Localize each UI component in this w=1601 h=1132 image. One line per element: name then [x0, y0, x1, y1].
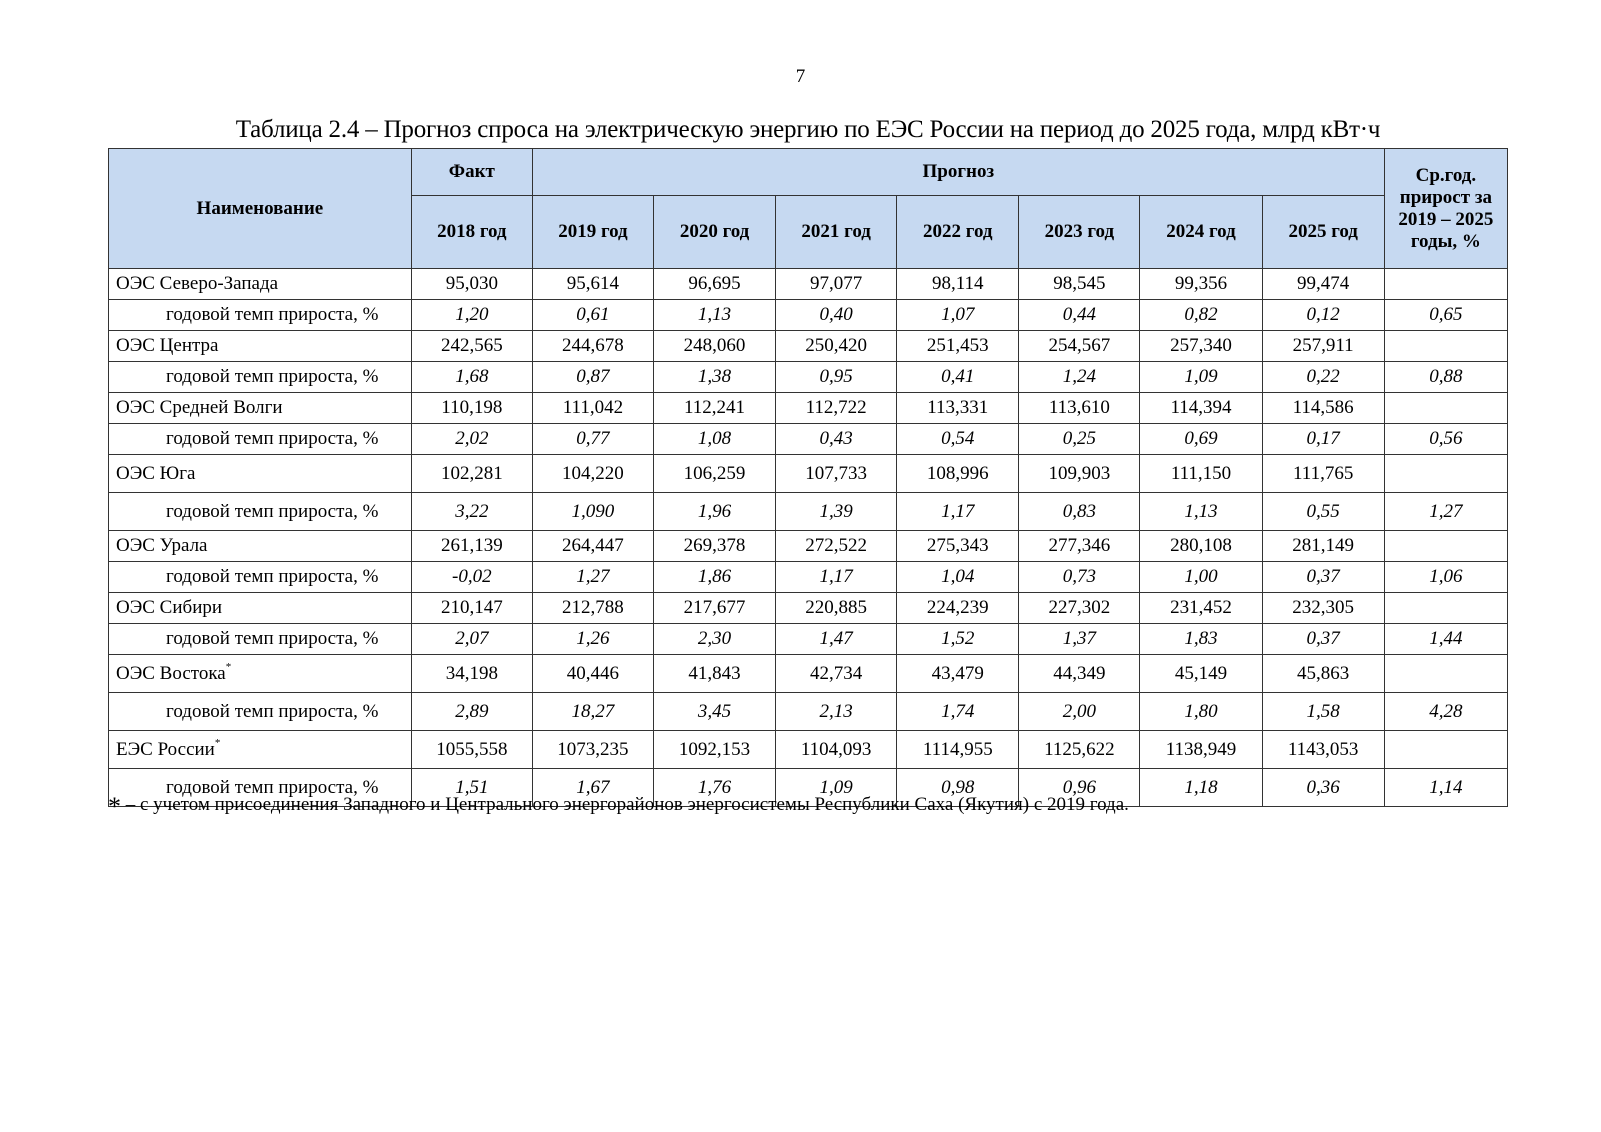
row-name — [109, 269, 412, 300]
header-year: 2025 год — [1262, 196, 1384, 269]
value-cell: 212,788 — [532, 593, 653, 624]
growth-cell: 1,27 — [1384, 493, 1507, 531]
value-cell: 1,20 — [411, 300, 532, 331]
row-name — [109, 624, 412, 655]
value-cell: 44,349 — [1019, 655, 1140, 693]
value-cell: 2,89 — [411, 693, 532, 731]
value-cell: 1,17 — [897, 493, 1019, 531]
value-cell: 95,030 — [411, 269, 532, 300]
value-cell: 113,610 — [1019, 393, 1140, 424]
growth-rate-row — [109, 362, 1508, 393]
growth-rate-row — [109, 693, 1508, 731]
row-name-label: годовой темп прироста, % — [166, 566, 379, 587]
growth-cell — [1384, 269, 1507, 300]
value-cell: 231,452 — [1140, 593, 1262, 624]
growth-cell — [1384, 655, 1507, 693]
row-name-label: годовой темп прироста, % — [166, 776, 379, 798]
footnote-marker: * — [225, 660, 232, 673]
value-cell: 264,447 — [532, 531, 653, 562]
value-cell: 41,843 — [653, 655, 775, 693]
value-cell: 0,22 — [1262, 362, 1384, 393]
value-cell: 269,378 — [653, 531, 775, 562]
value-cell: 114,394 — [1140, 393, 1262, 424]
row-name — [109, 531, 412, 562]
header-year: 2020 год — [653, 196, 775, 269]
growth-rate-row — [109, 300, 1508, 331]
header-year: 2022 год — [897, 196, 1019, 269]
value-cell: 99,474 — [1262, 269, 1384, 300]
value-cell: 1,27 — [532, 562, 653, 593]
value-cell: 0,96 — [1019, 769, 1140, 807]
value-cell: 1,09 — [1140, 362, 1262, 393]
value-cell: 2,00 — [1019, 693, 1140, 731]
value-cell: 1073,235 — [532, 731, 653, 769]
row-name — [109, 693, 412, 731]
header-year: 2018 год — [411, 196, 532, 269]
value-cell: 1104,093 — [776, 731, 897, 769]
value-cell: 242,565 — [411, 331, 532, 362]
value-cell: 1,67 — [532, 769, 653, 807]
value-cell: 0,40 — [776, 300, 897, 331]
row-name-label: годовой темп прироста, % — [166, 700, 379, 722]
value-cell: 3,22 — [411, 493, 532, 531]
value-cell: 113,331 — [897, 393, 1019, 424]
energy-system-row — [109, 655, 1508, 693]
value-cell: 107,733 — [776, 455, 897, 493]
row-name-label: ОЭС Юга — [116, 462, 196, 484]
growth-cell — [1384, 531, 1507, 562]
value-cell: 0,25 — [1019, 424, 1140, 455]
value-cell: 102,281 — [411, 455, 532, 493]
row-name — [109, 362, 412, 393]
value-cell: 0,12 — [1262, 300, 1384, 331]
growth-rate-row — [109, 493, 1508, 531]
value-cell: 0,41 — [897, 362, 1019, 393]
footnote-star: * — [108, 792, 121, 821]
row-name — [109, 593, 412, 624]
growth-cell: 0,56 — [1384, 424, 1507, 455]
value-cell: 2,02 — [411, 424, 532, 455]
header-growth: Ср.год. прирост за 2019 – 2025 годы, % — [1384, 149, 1507, 269]
value-cell: 0,98 — [897, 769, 1019, 807]
forecast-table — [108, 148, 1508, 807]
value-cell: 244,678 — [532, 331, 653, 362]
value-cell: 1,74 — [897, 693, 1019, 731]
row-name — [109, 300, 412, 331]
energy-system-row — [109, 531, 1508, 562]
value-cell: 98,545 — [1019, 269, 1140, 300]
growth-cell — [1384, 393, 1507, 424]
energy-system-row — [109, 731, 1508, 769]
value-cell: 111,150 — [1140, 455, 1262, 493]
value-cell: 1,37 — [1019, 624, 1140, 655]
value-cell: 98,114 — [897, 269, 1019, 300]
value-cell: 1,24 — [1019, 362, 1140, 393]
row-name-label: годовой темп прироста, % — [166, 500, 379, 522]
value-cell: -0,02 — [411, 562, 532, 593]
value-cell: 3,45 — [653, 693, 775, 731]
row-name-label: годовой темп прироста, % — [166, 304, 379, 325]
energy-system-row — [109, 331, 1508, 362]
value-cell: 272,522 — [776, 531, 897, 562]
value-cell: 1,13 — [653, 300, 775, 331]
footnote-marker: * — [214, 736, 221, 749]
growth-cell — [1384, 593, 1507, 624]
value-cell: 111,042 — [532, 393, 653, 424]
value-cell: 227,302 — [1019, 593, 1140, 624]
value-cell: 257,911 — [1262, 331, 1384, 362]
value-cell: 112,241 — [653, 393, 775, 424]
growth-cell: 1,44 — [1384, 624, 1507, 655]
value-cell: 114,586 — [1262, 393, 1384, 424]
energy-system-row — [109, 393, 1508, 424]
growth-cell: 0,65 — [1384, 300, 1507, 331]
value-cell: 1,26 — [532, 624, 653, 655]
value-cell: 1,80 — [1140, 693, 1262, 731]
row-name-label: ОЭС Сибири — [116, 597, 223, 618]
growth-cell — [1384, 455, 1507, 493]
value-cell: 0,55 — [1262, 493, 1384, 531]
value-cell: 1,76 — [653, 769, 775, 807]
growth-cell: 4,28 — [1384, 693, 1507, 731]
header-year: 2023 год — [1019, 196, 1140, 269]
value-cell: 1,52 — [897, 624, 1019, 655]
value-cell: 0,37 — [1262, 562, 1384, 593]
value-cell: 217,677 — [653, 593, 775, 624]
growth-cell — [1384, 731, 1507, 769]
value-cell: 1,07 — [897, 300, 1019, 331]
header-year: 2021 год — [776, 196, 897, 269]
footnote — [108, 792, 1129, 822]
row-name — [109, 655, 412, 693]
value-cell: 1,83 — [1140, 624, 1262, 655]
value-cell: 0,61 — [532, 300, 653, 331]
value-cell: 277,346 — [1019, 531, 1140, 562]
value-cell: 1125,622 — [1019, 731, 1140, 769]
value-cell: 34,198 — [411, 655, 532, 693]
value-cell: 0,77 — [532, 424, 653, 455]
row-name — [109, 393, 412, 424]
table-caption: Таблица 2.4 – Прогноз спроса на электрическую энергию по ЕЭС России на период до 2025 года, млрд кВт·ч — [235, 116, 1381, 143]
value-cell: 275,343 — [897, 531, 1019, 562]
header-name: Наименование — [109, 149, 412, 269]
row-name-label: ОЭС Средней Волги — [116, 397, 283, 418]
row-name-label: ОЭС Востока — [116, 662, 226, 684]
row-name-label: годовой темп прироста, % — [166, 428, 379, 449]
value-cell: 1,04 — [897, 562, 1019, 593]
value-cell: 0,44 — [1019, 300, 1140, 331]
value-cell: 220,885 — [776, 593, 897, 624]
value-cell: 0,17 — [1262, 424, 1384, 455]
value-cell: 40,446 — [532, 655, 653, 693]
value-cell: 1,38 — [653, 362, 775, 393]
growth-cell: 1,06 — [1384, 562, 1507, 593]
value-cell: 224,239 — [897, 593, 1019, 624]
page-number: 7 — [795, 66, 806, 87]
value-cell: 1,08 — [653, 424, 775, 455]
value-cell: 232,305 — [1262, 593, 1384, 624]
growth-rate-row — [109, 624, 1508, 655]
value-cell: 257,340 — [1140, 331, 1262, 362]
value-cell: 0,73 — [1019, 562, 1140, 593]
energy-system-row — [109, 593, 1508, 624]
growth-cell: 0,88 — [1384, 362, 1507, 393]
value-cell: 1,68 — [411, 362, 532, 393]
row-name — [109, 424, 412, 455]
value-cell: 1,090 — [532, 493, 653, 531]
value-cell: 1143,053 — [1262, 731, 1384, 769]
row-name-label: годовой темп прироста, % — [166, 366, 379, 387]
value-cell: 111,765 — [1262, 455, 1384, 493]
growth-cell: 1,14 — [1384, 769, 1507, 807]
value-cell: 1092,153 — [653, 731, 775, 769]
value-cell: 2,13 — [776, 693, 897, 731]
value-cell: 0,54 — [897, 424, 1019, 455]
value-cell: 250,420 — [776, 331, 897, 362]
value-cell: 1,58 — [1262, 693, 1384, 731]
row-name — [109, 731, 412, 769]
header-year: 2024 год — [1140, 196, 1262, 269]
value-cell: 1,86 — [653, 562, 775, 593]
value-cell: 1,96 — [653, 493, 775, 531]
row-name — [109, 562, 412, 593]
value-cell: 1,09 — [776, 769, 897, 807]
header-forecast: Прогноз — [532, 149, 1384, 196]
row-name — [109, 455, 412, 493]
footnote-text: – с учетом присоединения Западного и Центрального энергорайонов энергосистемы Республики Саха (Якутия) с 2019 года. — [121, 794, 1129, 815]
value-cell: 280,108 — [1140, 531, 1262, 562]
value-cell: 0,87 — [532, 362, 653, 393]
row-name-label: ОЭС Урала — [116, 535, 208, 556]
growth-cell — [1384, 331, 1507, 362]
value-cell: 104,220 — [532, 455, 653, 493]
value-cell: 1,17 — [776, 562, 897, 593]
value-cell: 96,695 — [653, 269, 775, 300]
energy-system-row — [109, 269, 1508, 300]
value-cell: 45,863 — [1262, 655, 1384, 693]
value-cell: 106,259 — [653, 455, 775, 493]
value-cell: 1,47 — [776, 624, 897, 655]
value-cell: 2,07 — [411, 624, 532, 655]
value-cell: 0,83 — [1019, 493, 1140, 531]
value-cell: 0,43 — [776, 424, 897, 455]
value-cell: 261,139 — [411, 531, 532, 562]
row-name-label: годовой темп прироста, % — [166, 628, 379, 649]
value-cell: 0,69 — [1140, 424, 1262, 455]
value-cell: 0,82 — [1140, 300, 1262, 331]
value-cell: 42,734 — [776, 655, 897, 693]
header-year: 2019 год — [532, 196, 653, 269]
value-cell: 1,13 — [1140, 493, 1262, 531]
value-cell: 18,27 — [532, 693, 653, 731]
value-cell: 43,479 — [897, 655, 1019, 693]
row-name-label: ЕЭС России — [116, 738, 215, 760]
header-fact: Факт — [411, 149, 532, 196]
value-cell: 109,903 — [1019, 455, 1140, 493]
value-cell: 248,060 — [653, 331, 775, 362]
value-cell: 110,198 — [411, 393, 532, 424]
value-cell: 1,51 — [411, 769, 532, 807]
value-cell: 1,39 — [776, 493, 897, 531]
value-cell: 0,95 — [776, 362, 897, 393]
row-name-label: ОЭС Центра — [116, 335, 219, 356]
value-cell: 1,00 — [1140, 562, 1262, 593]
value-cell: 254,567 — [1019, 331, 1140, 362]
value-cell: 1,18 — [1140, 769, 1262, 807]
value-cell: 0,37 — [1262, 624, 1384, 655]
value-cell: 1138,949 — [1140, 731, 1262, 769]
growth-rate-row — [109, 424, 1508, 455]
value-cell: 108,996 — [897, 455, 1019, 493]
energy-system-row — [109, 455, 1508, 493]
value-cell: 45,149 — [1140, 655, 1262, 693]
value-cell: 0,36 — [1262, 769, 1384, 807]
value-cell: 99,356 — [1140, 269, 1262, 300]
value-cell: 112,722 — [776, 393, 897, 424]
value-cell: 210,147 — [411, 593, 532, 624]
growth-rate-row — [109, 562, 1508, 593]
row-name — [109, 331, 412, 362]
value-cell: 95,614 — [532, 269, 653, 300]
value-cell: 97,077 — [776, 269, 897, 300]
value-cell: 1114,955 — [897, 731, 1019, 769]
row-name — [109, 493, 412, 531]
row-name-label: ОЭС Северо-Запада — [116, 273, 279, 294]
value-cell: 1055,558 — [411, 731, 532, 769]
value-cell: 281,149 — [1262, 531, 1384, 562]
value-cell: 251,453 — [897, 331, 1019, 362]
value-cell: 2,30 — [653, 624, 775, 655]
